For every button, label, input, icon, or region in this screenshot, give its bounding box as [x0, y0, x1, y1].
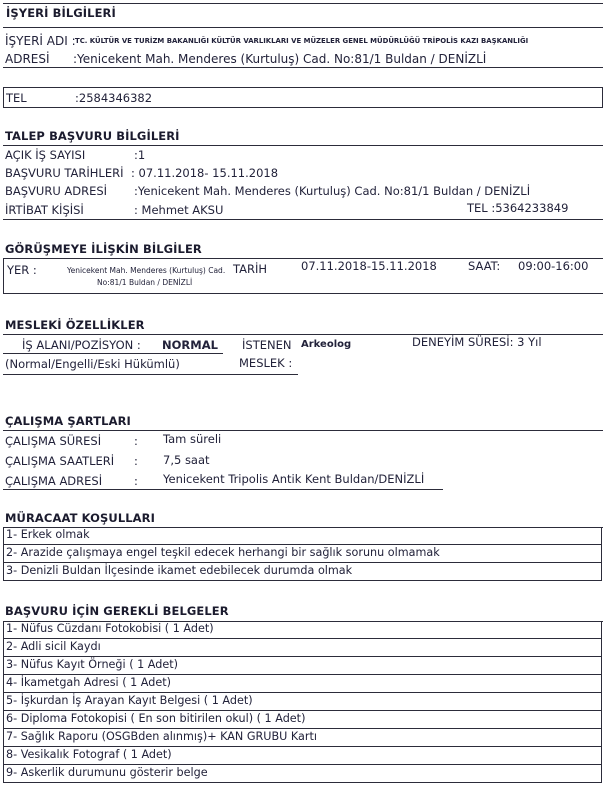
yer-line-2: No:81/1 Buldan / DENİZLİ	[97, 278, 193, 287]
divider	[3, 353, 223, 354]
yer-line-1: Yenicekent Mah. Menderes (Kurtuluş) Cad.	[67, 266, 226, 275]
basvuru-adres-label: BAŞVURU ADRESİ	[5, 184, 108, 198]
section-heading-gorusme: GÖRÜŞMEYE İLİŞKİN BİLGİLER	[5, 242, 202, 256]
gorusme-tarih-label: TARİH	[233, 262, 268, 276]
divider	[3, 3, 603, 4]
section-heading-muracaat: MÜRACAAT KOŞULLARI	[5, 511, 156, 525]
is-alani-sub: (Normal/Engelli/Eski Hükümlü)	[5, 357, 180, 371]
list-item: 2- Arazide çalışmaya engel teşkil edecek herhangi bir sağlık sorunu olmamak	[3, 545, 602, 563]
is-alani-label: İŞ ALANI/POZİSYON :	[22, 338, 141, 352]
calisma-sure-label: ÇALIŞMA SÜRESİ	[5, 434, 102, 448]
calisma-saat-value: 7,5 saat	[163, 453, 210, 467]
gorusme-saat-value: 09:00-16:00	[518, 259, 589, 273]
divider	[3, 430, 603, 431]
irtibat-value: : Mehmet AKSU	[134, 203, 224, 217]
basvuru-tarih-label: BAŞVURU TARİHLERİ	[5, 166, 124, 180]
divider	[3, 219, 603, 220]
calisma-adres-value: Yenicekent Tripolis Antik Kent Buldan/DENİZLİ	[163, 472, 425, 486]
acik-is-label: AÇIK İŞ SAYISI	[5, 148, 86, 162]
yer-label: YER :	[7, 263, 37, 277]
divider	[3, 293, 603, 294]
gorusme-tarih-value: 07.11.2018-15.11.2018	[301, 259, 437, 273]
divider	[3, 489, 443, 490]
gorusme-saat-label: SAAT:	[468, 259, 501, 273]
divider	[3, 67, 603, 68]
list-item: 8- Vesikalık Fotograf ( 1 Adet)	[3, 747, 602, 765]
isyeri-tel-label: TEL	[6, 91, 27, 105]
list-item: 7- Sağlık Raporu (OSGBden alınmış)+ KAN GRUBU Kartı	[3, 729, 602, 747]
is-alani-value: NORMAL	[162, 338, 218, 352]
section-heading-meslek: MESLEKİ ÖZELLİKLER	[5, 318, 145, 332]
acik-is-value: :1	[134, 148, 146, 162]
meslek-label: MESLEK :	[239, 356, 293, 370]
section-heading-belgeler: BAŞVURU İÇİN GEREKLİ BELGELER	[5, 604, 229, 618]
list-item: 5- İşkurdan İş Arayan Kayıt Belgesi ( 1 Adet)	[3, 693, 602, 711]
calisma-adres-label: ÇALIŞMA ADRESİ	[5, 474, 103, 488]
isyeri-adres-label: ADRESİ	[5, 52, 50, 66]
basvuru-tarih-value: : 07.11.2018- 15.11.2018	[131, 166, 279, 180]
list-item: 9- Askerlik durumunu gösterir belge	[3, 765, 602, 783]
list-item: 6- Diploma Fotokopisi ( En son bitirilen okul) ( 1 Adet)	[3, 711, 602, 729]
list-item: 3- Nüfus Kayıt Örneği ( 1 Adet)	[3, 657, 602, 675]
list-item: 4- İkametgah Adresi ( 1 Adet)	[3, 675, 602, 693]
meslek-value: Arkeolog	[301, 339, 352, 350]
list-item: 1- Erkek olmak	[3, 527, 602, 545]
calisma-sure-value: Tam süreli	[163, 432, 222, 446]
calisma-saat-label: ÇALIŞMA SAATLERİ	[5, 454, 115, 468]
section-heading-talep: TALEP BAŞVURU BİLGİLERİ	[5, 129, 180, 143]
list-item: 2- Adli sicil Kaydı	[3, 639, 602, 657]
deneyim-suresi: DENEYİM SÜRESİ: 3 Yıl	[412, 335, 542, 349]
divider	[3, 374, 298, 375]
isyeri-adi-value: TC. KÜLTÜR VE TURİZM BAKANLIĞI KÜLTÜR VARLIKLARI VE MÜZELER GENEL MÜDÜRLÜĞÜ TRİPOLİS KAZI BAŞKANLIĞI	[75, 37, 529, 45]
basvuru-adres-value: :Yenicekent Mah. Menderes (Kurtuluş) Cad. No:81/1 Buldan / DENİZLİ	[134, 184, 531, 198]
istenen-label: İSTENEN	[242, 338, 292, 352]
list-item: 3- Denizli Buldan İlçesinde ikamet edebilecek durumda olmak	[3, 563, 602, 581]
isyeri-adres-value: :Yenicekent Mah. Menderes (Kurtuluş) Cad. No:81/1 Buldan / DENİZLİ	[73, 52, 487, 66]
isyeri-tel-value: :2584346382	[75, 91, 153, 105]
colon: :	[134, 434, 138, 448]
divider	[3, 27, 603, 28]
divider	[3, 145, 603, 146]
irtibat-label: İRTİBAT KİŞİSİ	[5, 203, 84, 217]
section-heading-calisma: ÇALIŞMA ŞARTLARI	[5, 414, 131, 428]
colon: :	[134, 474, 138, 488]
divider	[3, 258, 4, 293]
list-item: 1- Nüfus Cüzdanı Fotokobisi ( 1 Adet)	[3, 621, 602, 639]
colon: :	[134, 454, 138, 468]
isyeri-adi-label: İŞYERİ ADI :	[5, 34, 76, 48]
section-heading-isyeri: İŞYERİ BİLGİLERİ	[6, 6, 116, 20]
irtibat-tel: TEL :5364233849	[467, 201, 569, 215]
